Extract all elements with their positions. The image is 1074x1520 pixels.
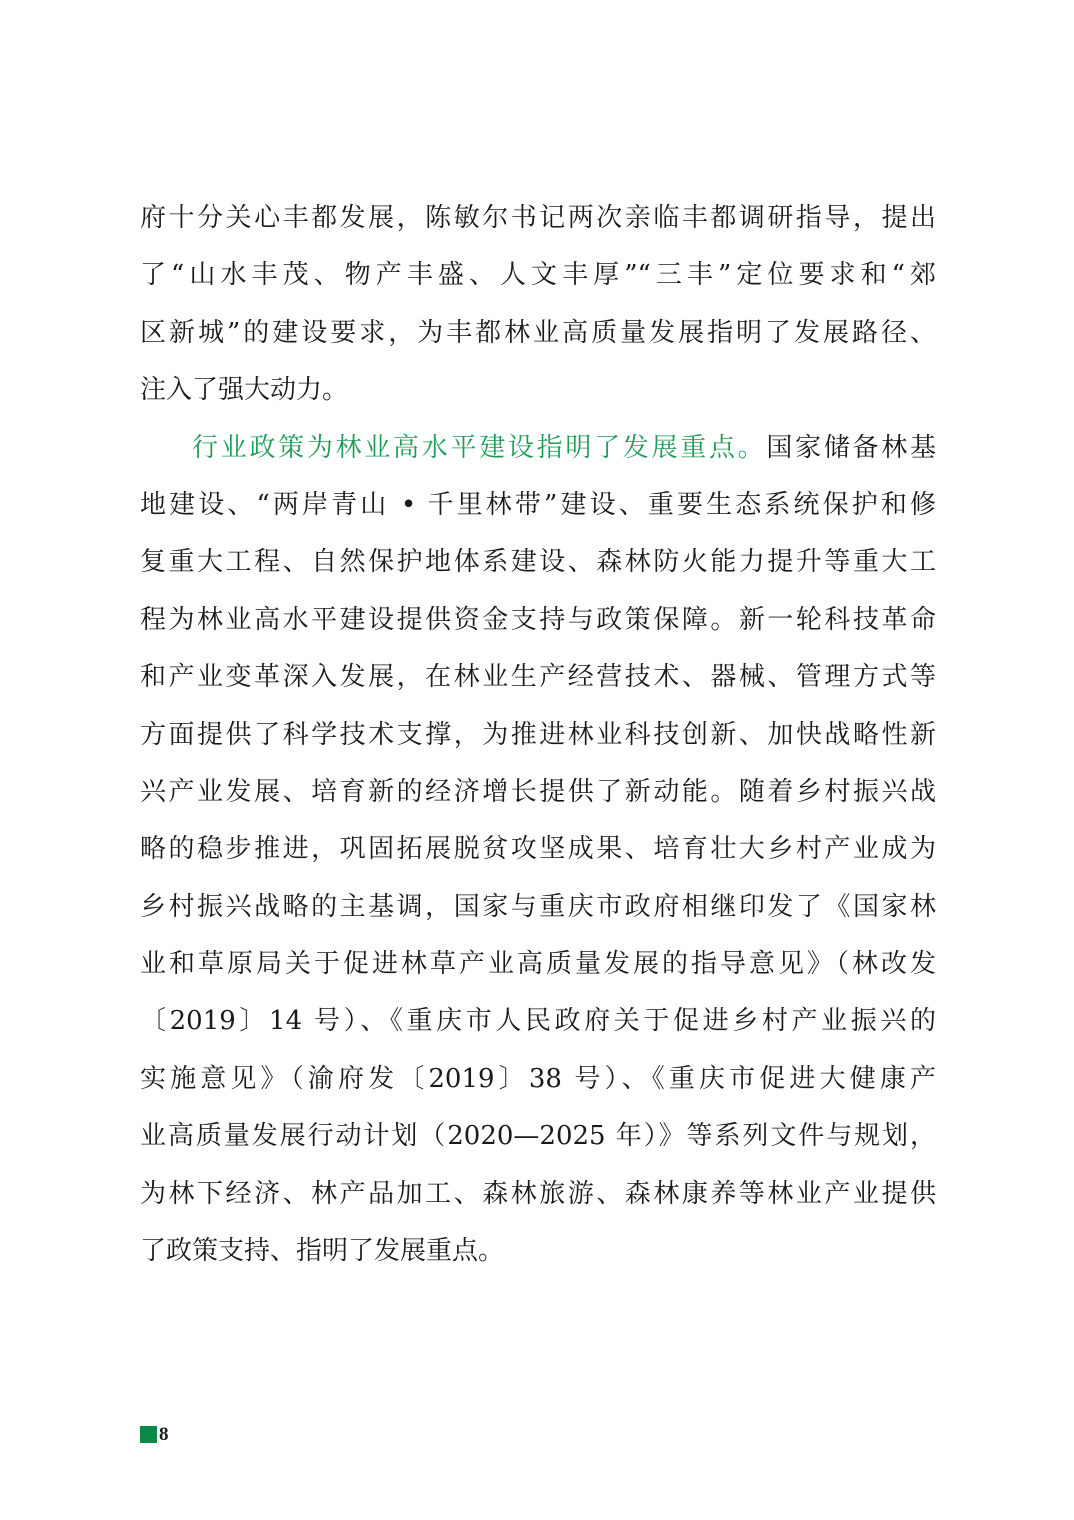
- text-line: 复重大工程、自然保护地体系建设、森林防火能力提升等重大工: [140, 547, 936, 578]
- text-line: 和产业变革深入发展，在林业生产经营技术、器械、管理方式等: [140, 662, 936, 693]
- square-marker-icon: [140, 1426, 157, 1443]
- paragraph-heading: 行业政策为林业高水平建设指明了发展重点。: [192, 432, 767, 463]
- paragraph-first-line: [140, 420, 936, 477]
- body-text: [140, 190, 936, 1280]
- text-line: 程为林业高水平建设提供资金支持与政策保障。新一轮科技革命: [140, 604, 936, 635]
- text-line: 〔2019〕14 号）、《重庆市人民政府关于促进乡村产业振兴的: [140, 1006, 936, 1037]
- text-line: 业高质量发展行动计划（2020—2025 年）》等系列文件与规划，: [140, 1121, 936, 1152]
- text-line: 兴产业发展、培育新的经济增长提供了新动能。随着乡村振兴战: [140, 776, 936, 807]
- text-line: 乡村振兴战略的主基调，国家与重庆市政府相继印发了《国家林: [140, 891, 936, 922]
- text-line: 业和草原局关于促进林草产业高质量发展的指导意见》（林改发: [140, 949, 936, 980]
- text-line: 区新城”的建设要求，为丰都林业高质量发展指明了发展路径、: [140, 317, 936, 348]
- text-line: 方面提供了科学技术支撑，为推进林业科技创新、加快战略性新: [140, 719, 936, 750]
- page-footer: [140, 1426, 169, 1443]
- text-line: 为林下经济、林产品加工、森林旅游、森林康养等林业产业提供: [140, 1178, 936, 1209]
- text-line: 实施意见》（渝府发〔2019〕38 号）、《重庆市促进大健康产: [140, 1063, 936, 1094]
- text-line: 了政策支持、指明了发展重点。: [140, 1236, 505, 1267]
- text-line: 略的稳步推进，巩固拓展脱贫攻坚成果、培育壮大乡村产业成为: [140, 834, 936, 865]
- page-number: 8: [159, 1424, 169, 1445]
- text-line: 了“山水丰茂、物产丰盛、人文丰厚”“三丰”定位要求和“郊: [140, 260, 936, 291]
- text-line: 府十分关心丰都发展，陈敏尔书记两次亲临丰都调研指导，提出: [140, 203, 936, 233]
- text-line: 注入了强大动力。: [140, 375, 349, 406]
- paragraph-text: 国家储备林基: [766, 432, 936, 463]
- text-line: 地建设、“两岸青山 • 千里林带”建设、重要生态系统保护和修: [140, 489, 936, 520]
